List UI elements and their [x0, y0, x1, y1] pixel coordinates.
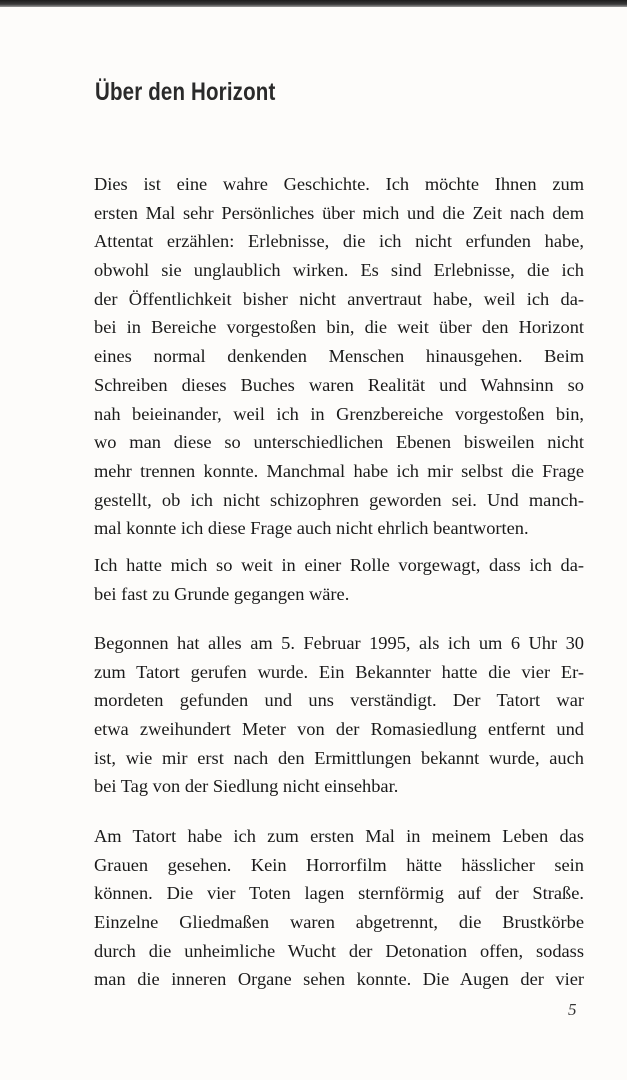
text-line: Schreiben dieses Buches waren Realität und Wahnsinn so — [94, 374, 584, 395]
paragraph-1 — [94, 170, 584, 543]
text-line: mordeten gefunden und uns verständigt. Der Tatort war — [94, 690, 584, 711]
text-line: nah beieinander, weil ich in Grenzbereiche vorgestoßen bin, — [94, 403, 584, 424]
text-line: ersten Mal sehr Persönliches über mich und die Zeit nach dem — [94, 202, 584, 223]
paragraph-4 — [94, 822, 584, 994]
text-line: bei fast zu Grunde gegangen wäre. — [94, 583, 350, 604]
paragraph-3 — [94, 629, 584, 801]
text-line: können. Die vier Toten lagen sternförmig auf der Straße. — [94, 883, 584, 904]
text-line: mehr trennen konnte. Manchmal habe ich mir selbst die Frage — [94, 460, 584, 481]
paragraph-2 — [94, 551, 584, 608]
text-line: bei in Bereiche vorgestoßen bin, die weit über den Horizont — [94, 317, 584, 338]
text-line: eines normal denkenden Menschen hinausgehen. Beim — [94, 346, 584, 367]
text-line: Dies ist eine wahre Geschichte. Ich möchte Ihnen zum — [94, 174, 584, 194]
text-line: Attentat erzählen: Erlebnisse, die ich nicht erfunden habe, — [94, 231, 584, 252]
text-line: wo man diese so unterschiedlichen Ebenen bisweilen nicht — [94, 432, 584, 453]
scan-top-edge — [0, 0, 627, 7]
text-line: zum Tatort gerufen wurde. Ein Bekannter hatte die vier Er- — [94, 661, 584, 682]
text-line: durch die unheimliche Wucht der Detonation offen, sodass — [94, 940, 584, 961]
text-line: Am Tatort habe ich zum ersten Mal in meinem Leben das — [94, 826, 584, 846]
text-line: bei Tag von der Siedlung nicht einsehbar. — [94, 776, 399, 797]
text-line: Einzelne Gliedmaßen waren abgetrennt, die Brustkörbe — [94, 912, 584, 933]
text-line: der Öffentlichkeit bisher nicht anvertraut habe, weil ich da- — [94, 288, 584, 309]
text-line: gestellt, ob ich nicht schizophren geworden sei. Und manch- — [94, 489, 584, 510]
chapter-title: Über den Horizont — [95, 78, 276, 106]
text-line: mal konnte ich diese Frage auch nicht ehrlich beantworten. — [94, 518, 529, 539]
page-number: 5 — [568, 1000, 577, 1019]
text-line: Ich hatte mich so weit in einer Rolle vorgewagt, dass ich da- — [94, 555, 584, 575]
text-line: Begonnen hat alles am 5. Februar 1995, als ich um 6 Uhr 30 — [94, 633, 584, 653]
text-line: Grauen gesehen. Kein Horrorfilm hätte hässlicher sein — [94, 854, 584, 875]
text-line: obwohl sie unglaublich wirken. Es sind Erlebnisse, die ich — [94, 260, 584, 281]
text-line: man die inneren Organe sehen konnte. Die Augen der vier — [94, 969, 584, 990]
text-line: ist, wie mir erst nach den Ermittlungen bekannt wurde, auch — [94, 747, 584, 768]
text-line: etwa zweihundert Meter von der Romasiedlung entfernt und — [94, 719, 584, 740]
